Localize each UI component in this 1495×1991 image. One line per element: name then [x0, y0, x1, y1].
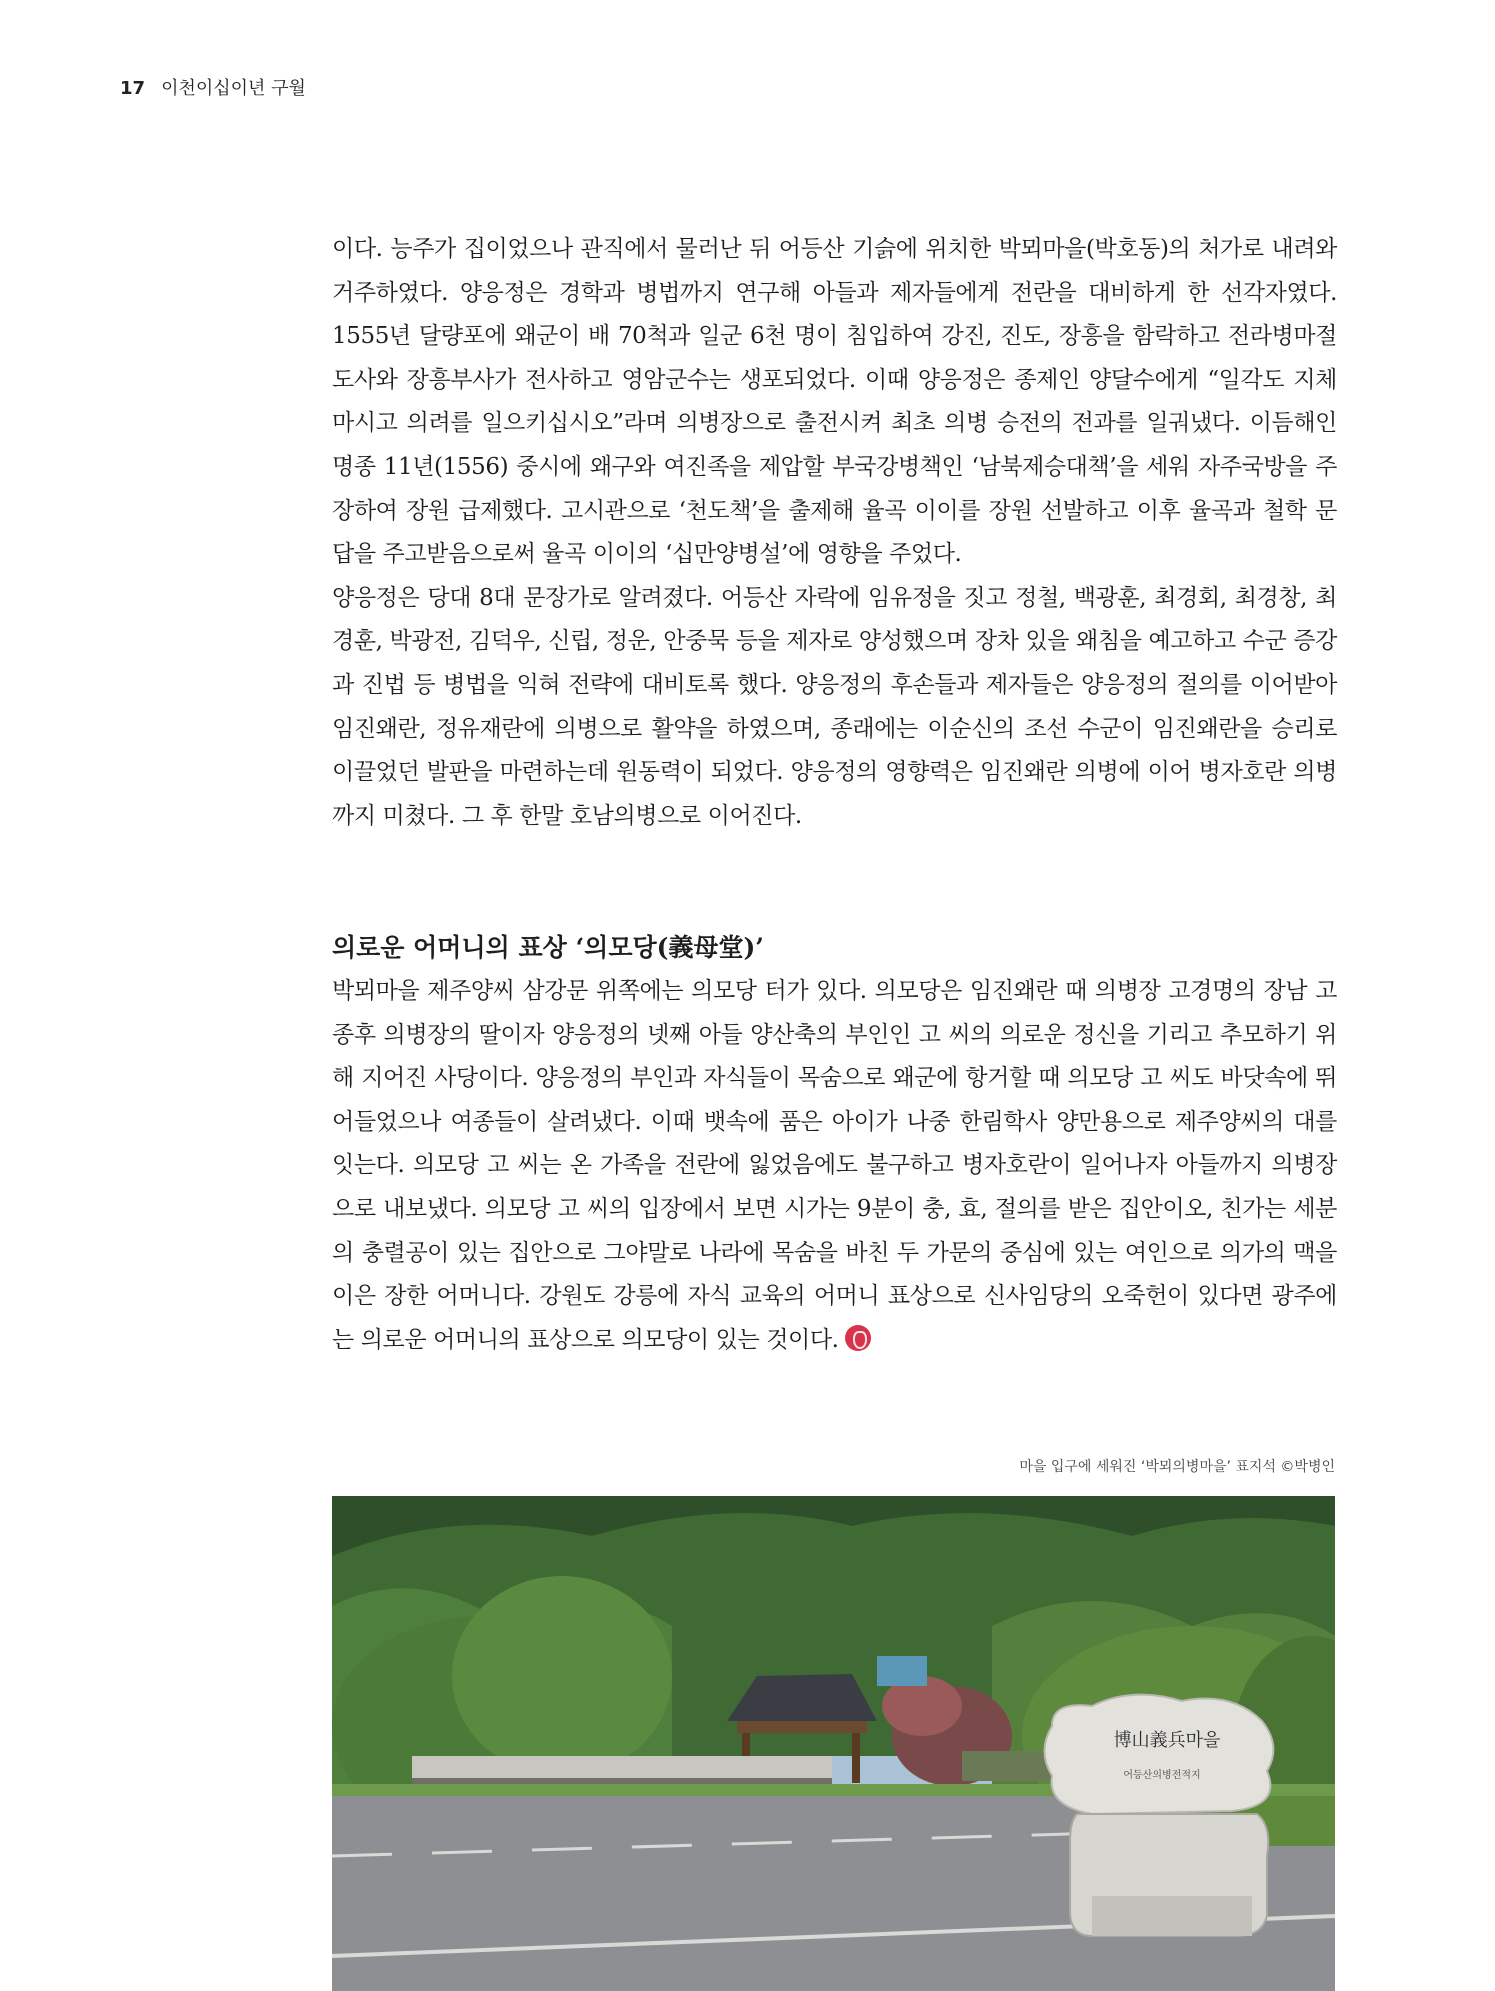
article-body	[332, 228, 1337, 838]
paragraph-2: 양응정은 당대 8대 문장가로 알려졌다. 어등산 자락에 임유정을 짓고 정철, 백광훈, 최경회, 최경창, 최경훈, 박광전, 김덕우, 신립, 정운, 안중묵 등을 제자로 양성했으며 장차 있을 왜침을 예고하고 수군 증강과 진법 등 병법을 익혀 전략에 대비토록 했다. 양응정의 후손들과 제자들은 양응정의 절의를 이어받아 임진왜란, 정유재란에 의병으로 활약을 하였으며, 종래에는 이순신의 조선 수군이 임진왜란을 승리로 이끌었던 발판을 마련하는데 원동력이 되었다. 양응정의 영향력은 임진왜란 의병에 이어 병자호란 의병까지 미쳤다. 그 후 한말 호남의병으로 이어진다.	[332, 584, 1337, 829]
section-title: 이천이십이년 구월	[161, 78, 306, 99]
paragraph-3	[332, 970, 1337, 1362]
running-header	[120, 74, 306, 100]
red-seal-icon	[845, 1325, 871, 1351]
village-entrance-photo	[332, 1496, 1335, 1991]
paragraph-3-text: 박뫼마을 제주양씨 삼강문 위쪽에는 의모당 터가 있다. 의모당은 임진왜란 때 의병장 고경명의 장남 고종후 의병장의 딸이자 양응정의 넷째 아들 양산축의 부인인 고 씨의 의로운 정신을 기리고 추모하기 위해 지어진 사당이다. 양응정의 부인과 자식들이 목숨으로 왜군에 항거할 때 의모당 고 씨도 바닷속에 뛰어들었으나 여종들이 살려냈다. 이때 뱃속에 품은 아이가 나중 한림학사 양만용으로 제주양씨의 대를 잇는다. 의모당 고 씨는 온 가족을 전란에 잃었음에도 불구하고 병자호란이 일어나자 아들까지 의병장으로 내보냈다. 의모당 고 씨의 입장에서 보면 시가는 9분이 충, 효, 절의를 받은 집안이오, 친가는 세분의 충렬공이 있는 집안으로 그야말로 나라에 목숨을 바친 두 가문의 중심에 있는 여인으로 의가의 맥을 이은 장한 어머니다. 강원도 강릉에 자식 교육의 어머니 표상으로 신사임당의 오죽헌이 있다면 광주에는 의로운 어머니의 표상으로 의모당이 있는 것이다.	[332, 978, 1337, 1353]
paragraph-1: 이다. 능주가 집이었으나 관직에서 물러난 뒤 어등산 기슭에 위치한 박뫼마을(박호동)의 처가로 내려와 거주하였다. 양응정은 경학과 병법까지 연구해 아들과 제자들에게 전란을 대비하게 한 선각자였다. 1555년 달량포에 왜군이 배 70척과 일군 6천 명이 침입하여 강진, 진도, 장흥을 함락하고 전라병마절도사와 장흥부사가 전사하고 영암군수는 생포되었다. 이때 양응정은 종제인 양달수에게 “일각도 지체 마시고 의려를 일으키십시오”라며 의병장으로 출전시켜 최초 의병 승전의 전과를 일궈냈다. 이듬해인 명종 11년(1556) 중시에 왜구와 여진족을 제압할 부국강병책인 ‘남북제승대책’을 세워 자주국방을 주장하여 장원 급제했다. 고시관으로 ‘천도책’을 출제해 율곡 이이를 장원 선발하고 이후 율곡과 철학 문답을 주고받음으로써 율곡 이이의 ‘십만양병설’에 영향을 주었다.	[332, 236, 1338, 568]
stone-main-text: 博山義兵마을	[1113, 1730, 1221, 1751]
page-number: 17	[120, 78, 146, 99]
section-body	[332, 970, 1337, 1362]
photo-caption: 마을 입구에 세워진 ‘박뫼의병마을’ 표지석 ©박병인	[1019, 1459, 1335, 1475]
section-heading: 의로운 어머니의 표상 ‘의모당(義母堂)’	[332, 933, 764, 962]
stone-sub-text: 어등산의병전적지	[1123, 1770, 1201, 1781]
